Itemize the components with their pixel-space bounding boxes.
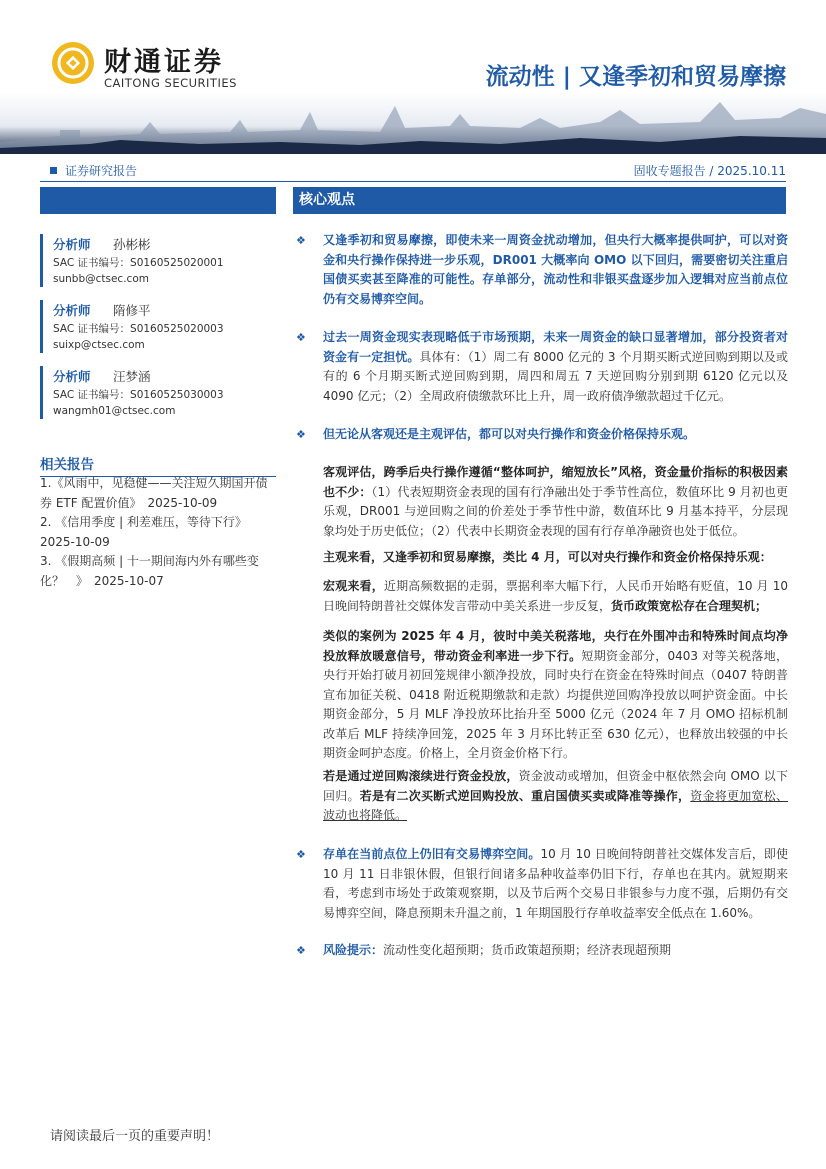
analyst-email[interactable]: wangmh01@ctsec.com bbox=[53, 405, 176, 417]
core-point-3 bbox=[296, 425, 788, 445]
related-report-line[interactable]: 2025-10-09 bbox=[40, 534, 110, 549]
analyst-card bbox=[40, 366, 276, 419]
logo-english-name: CAITONG SECURITIES bbox=[104, 76, 237, 90]
left-column-bar bbox=[40, 187, 276, 214]
logo-chinese-name: 财通证券 bbox=[104, 47, 224, 78]
analyst-name: 孙彬彬 bbox=[113, 237, 151, 252]
section-label: 证券研究报告 bbox=[50, 162, 137, 179]
city-skyline-banner bbox=[0, 92, 826, 154]
risk-warning bbox=[296, 941, 788, 961]
paragraph-bold: 客观评估，跨季后央行操作遵循“整体呵护，缩短放长”风格，资金量价指标的积极因素也不少： bbox=[323, 465, 788, 499]
paragraph-objective bbox=[323, 463, 788, 541]
analyst-sac: SAC 证书编号：S0160525030003 bbox=[53, 389, 224, 401]
paragraph-text: 资金波动或增加，但资金中枢依然会向 OMO 以下回归。 bbox=[323, 769, 788, 803]
core-point-highlight: 过去一周资金现实表现略低于市场预期，未来一周资金的缺口显著增加，部分投资者对资金有一定担忧。 bbox=[323, 330, 788, 364]
caitong-logo-icon bbox=[50, 40, 96, 86]
core-point-text: 10 月 10 日晚间特朗普社交媒体发言后，即使 10 月 11 日非银休假，但银行间诸多品种收益率仍旧下行，存单也在其内。就短期来看，考虑到市场处于政策观察期，以及节后两个交易日非银参与力度不强，后期仍有交易博弈空间，降息预期未升温之前，1 年期国股行存单收益率安全低点在 1.60%。 bbox=[323, 847, 788, 920]
related-report-line[interactable]: 3. 《假期高频 | 十一期间海内外有哪些变 bbox=[40, 554, 259, 568]
diamond-bullet-icon: ❖ bbox=[296, 331, 306, 344]
related-report-line[interactable]: 券 ETF 配置价值》 2025-10-09 bbox=[40, 495, 218, 510]
core-point-text: 具体有：（1）周二有 8000 亿元的 3 个月期买断式逆回购到期以及或有的 6 个月期买断式逆回购到期，周四和周五 7 天逆回购分别到期 6120 亿元以及 4090 亿元；（2）全周政府债缴款环比上升，周一政府债净缴款超过千亿元。 bbox=[323, 349, 788, 403]
core-point-4 bbox=[296, 845, 788, 923]
analyst-sac: SAC 证书编号：S0160525020001 bbox=[53, 257, 224, 269]
paragraph-bold: 货币政策宽松存在合理契机； bbox=[611, 598, 768, 613]
analyst-card bbox=[40, 234, 276, 287]
paragraph-bold: 类似的案例为 2025 年 4 月，彼时中美关税落地，央行在外围冲击和特殊时间点均净投放释放暖意信号，带动资金利率进一步下行。 bbox=[323, 629, 788, 663]
related-reports-list bbox=[40, 474, 280, 591]
paragraph-bold: 若是有二次买断式逆回购投放、重启国债买卖或降准等操作， bbox=[359, 788, 691, 803]
analyst-name: 隋修平 bbox=[113, 303, 151, 318]
analyst-sac: SAC 证书编号：S0160525020003 bbox=[53, 323, 224, 335]
core-point-text: 又逢季初和贸易摩擦，即使未来一周资金扰动增加，但央行大概率提供呵护，可以对资金和央行操作保持进一步乐观，DR001 大概率向 OMO 以下回归，需要密切关注重启国债买卖甚至降准的可能性。存单部分，流动性和非银买盘逐步加入逻辑对应当前点位仍有交易博弈空间。 bbox=[323, 233, 788, 306]
paragraph-text: （1）代表短期资金表现的国有行净融出处于季节性高位，数值环比 9 月初也更乐观，DR001 与逆回购之间的价差处于季节性中游，数值环比 9 月基本持平，分层现象均处于历史低位；（2）代表中长期资金表现的国有行存单净融资也处于低位。 bbox=[323, 484, 788, 538]
core-point-highlight: 存单在当前点位上仍旧有交易博弈空间。 bbox=[323, 847, 541, 861]
diamond-bullet-icon: ❖ bbox=[296, 428, 306, 441]
diamond-bullet-icon: ❖ bbox=[296, 234, 306, 247]
paragraph-text: 近期高频数据的走弱，票据利率大幅下行，人民币开始略有贬值，10 月 10 日晚间特朗普社交媒体发言带动中美关系进一步反复， bbox=[323, 579, 788, 613]
risk-warning-text: 流动性变化超预期；货币政策超预期；经济表现超预期 bbox=[383, 943, 672, 957]
related-report-line[interactable]: 1.《风雨中，见稳健——关注短久期国开债 bbox=[40, 476, 268, 490]
analyst-role: 分析师 bbox=[53, 369, 91, 384]
analyst-name: 汪梦涵 bbox=[113, 369, 151, 384]
related-report-line[interactable]: 2. 《信用季度 | 利差难压，等待下行》 bbox=[40, 515, 247, 529]
analyst-email[interactable]: sunbb@ctsec.com bbox=[53, 273, 149, 285]
paragraph-subjective bbox=[323, 548, 788, 568]
risk-warning-label: 风险提示： bbox=[323, 943, 384, 957]
analyst-card bbox=[40, 300, 276, 353]
paragraph-text: 短期资金部分，0403 对等关税落地，央行开始打破月初回笼规律小额净投放，同时央行在资金在特殊时间点（0407 特朗普宣布加征关税、0418 附近税期缴款和走款）均提供逆回购净投放以呵护资金面。中长期资金部分，5 月 MLF 净投放环比抬升至 5000 亿元（2024 年 7 月 OMO 招标机制改革后 MLF 持续净回笼，2025 年 3 月环比转正至 630 亿元），也释放出较强的中长期资金呵护态度。价格上，全月资金价格下行。 bbox=[323, 648, 788, 760]
disclaimer-footer: 请阅读最后一页的重要声明！ bbox=[50, 1129, 220, 1144]
paragraph-macro bbox=[323, 577, 788, 616]
core-point-1 bbox=[296, 231, 788, 309]
related-report-line[interactable]: 化？ 》 2025-10-07 bbox=[40, 573, 164, 588]
core-views-heading: 核心观点 bbox=[293, 187, 786, 214]
paragraph-bold: 主观来看，又逢季初和贸易摩擦，类比 4 月，可以对央行操作和资金价格保持乐观： bbox=[323, 550, 772, 564]
paragraph-bold: 若是通过逆回购滚续进行资金投放， bbox=[323, 769, 519, 783]
analyst-email[interactable]: suixp@ctsec.com bbox=[53, 339, 145, 351]
diamond-bullet-icon: ❖ bbox=[296, 944, 306, 957]
diamond-bullet-icon: ❖ bbox=[296, 848, 306, 861]
analyst-role: 分析师 bbox=[53, 303, 91, 318]
core-point-text: 但无论从客观还是主观评估，都可以对央行操作和资金价格保持乐观。 bbox=[323, 427, 696, 441]
paragraph-operations bbox=[323, 767, 788, 826]
paragraph-underlined: 资金将更加宽松、波动也将降低。 bbox=[323, 788, 788, 822]
page-title: 流动性 | 又逢季初和贸易摩擦 bbox=[485, 64, 786, 90]
analyst-role: 分析师 bbox=[53, 237, 91, 252]
core-point-2 bbox=[296, 328, 788, 406]
paragraph-april-case bbox=[323, 627, 788, 764]
paragraph-bold: 宏观来看， bbox=[323, 579, 384, 593]
report-type-date: 固收专题报告 / 2025.10.11 bbox=[633, 164, 786, 178]
related-reports-heading: 相关报告 bbox=[40, 453, 276, 477]
